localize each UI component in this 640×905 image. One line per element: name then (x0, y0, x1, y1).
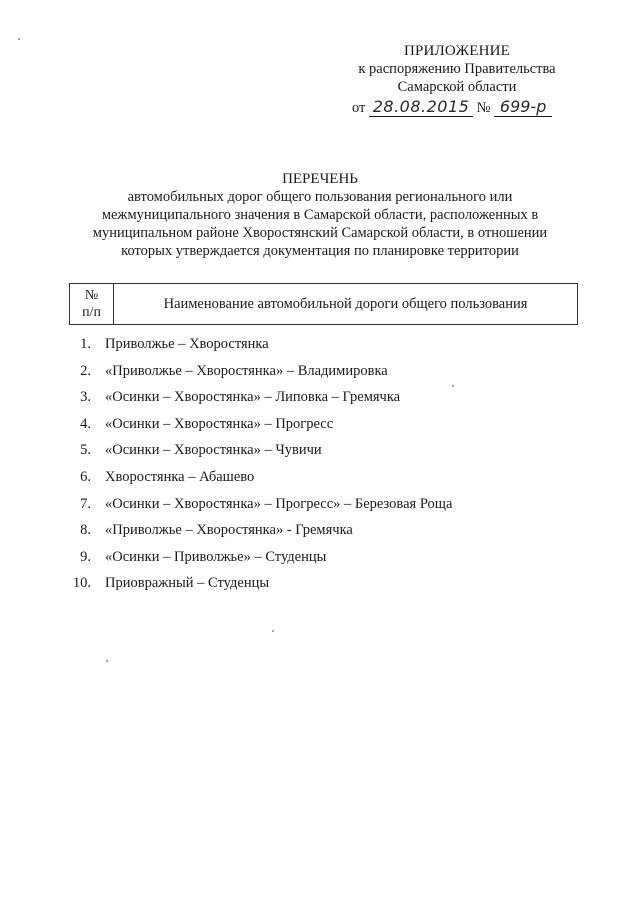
heading-line: которых утверждается документация по планировке территории (121, 243, 519, 259)
table-row (69, 544, 578, 571)
row-number: 1. (80, 336, 91, 352)
scan-speck (18, 38, 20, 40)
header-number-sign: № (84, 288, 99, 303)
row-number: 8. (80, 522, 91, 539)
table-row (69, 358, 578, 385)
table-row (69, 517, 578, 544)
row-number: 6. (80, 468, 91, 485)
number-label: № (476, 100, 491, 116)
row-road-name: «Приволжье – Хворостянка» - Гремячка (105, 522, 353, 539)
row-road-name: «Осинки – Приволжье» – Студенцы (105, 548, 327, 565)
handwritten-date: 28.08.2015 (369, 98, 473, 117)
row-number: 5. (80, 442, 91, 459)
document-heading (0, 170, 640, 260)
table-row (69, 464, 578, 491)
table-body (69, 331, 578, 597)
table-row (69, 491, 578, 518)
row-road-name: «Осинки – Хворостянка» – Липовка – Гремячка (105, 389, 401, 406)
row-road-name: «Осинки – Хворостянка» – Прогресс (105, 415, 334, 432)
table-header (69, 283, 578, 325)
from-label: от (352, 100, 366, 116)
header-name-column: Наименование автомобильной дороги общего пользования (163, 296, 528, 312)
table-row (69, 437, 578, 464)
heading-line: муниципальном районе Хворостянский Самарской области, в отношении (92, 225, 548, 241)
row-number: 7. (80, 495, 91, 512)
row-number: 9. (80, 548, 91, 565)
table-row (69, 331, 578, 358)
table-row (69, 384, 578, 411)
order-reference (342, 98, 572, 117)
header-number-abbr: п/п (82, 305, 101, 320)
row-road-name: «Осинки – Хворостянка» – Прогресс» – Березовая Роща (105, 495, 453, 512)
scan-speck (452, 385, 454, 387)
annex-line-2: Самарской области (397, 79, 517, 95)
row-number: 10. (72, 575, 91, 592)
header-number-column (70, 284, 114, 324)
scan-speck (272, 630, 274, 632)
row-road-name: Приовражный – Студенцы (105, 575, 270, 592)
row-road-name: «Осинки – Хворостянка» – Чувичи (105, 442, 322, 459)
row-road-name: «Приволжье – Хворостянка» – Владимировка (105, 362, 388, 379)
handwritten-number: 699-р (494, 98, 552, 117)
row-number: 4. (80, 415, 91, 432)
heading-line: межмуниципального значения в Самарской области, расположенных в (101, 207, 539, 223)
row-road-name: Хворостянка – Абашево (105, 468, 255, 485)
table-row (69, 411, 578, 438)
heading-line: автомобильных дорог общего пользования регионального или (127, 189, 513, 205)
row-number: 3. (80, 389, 91, 406)
annex-title: ПРИЛОЖЕНИЕ (403, 43, 511, 59)
row-number: 2. (80, 362, 91, 379)
row-road-name: Приволжье – Хворостянка (105, 336, 269, 352)
heading-subtitle (80, 188, 560, 260)
annex-block (342, 42, 572, 117)
scan-speck (106, 660, 108, 662)
heading-title: ПЕРЕЧЕНЬ (282, 171, 358, 187)
table-row (69, 570, 578, 597)
roads-table (69, 283, 578, 597)
annex-line-1: к распоряжению Правительства (358, 61, 556, 77)
